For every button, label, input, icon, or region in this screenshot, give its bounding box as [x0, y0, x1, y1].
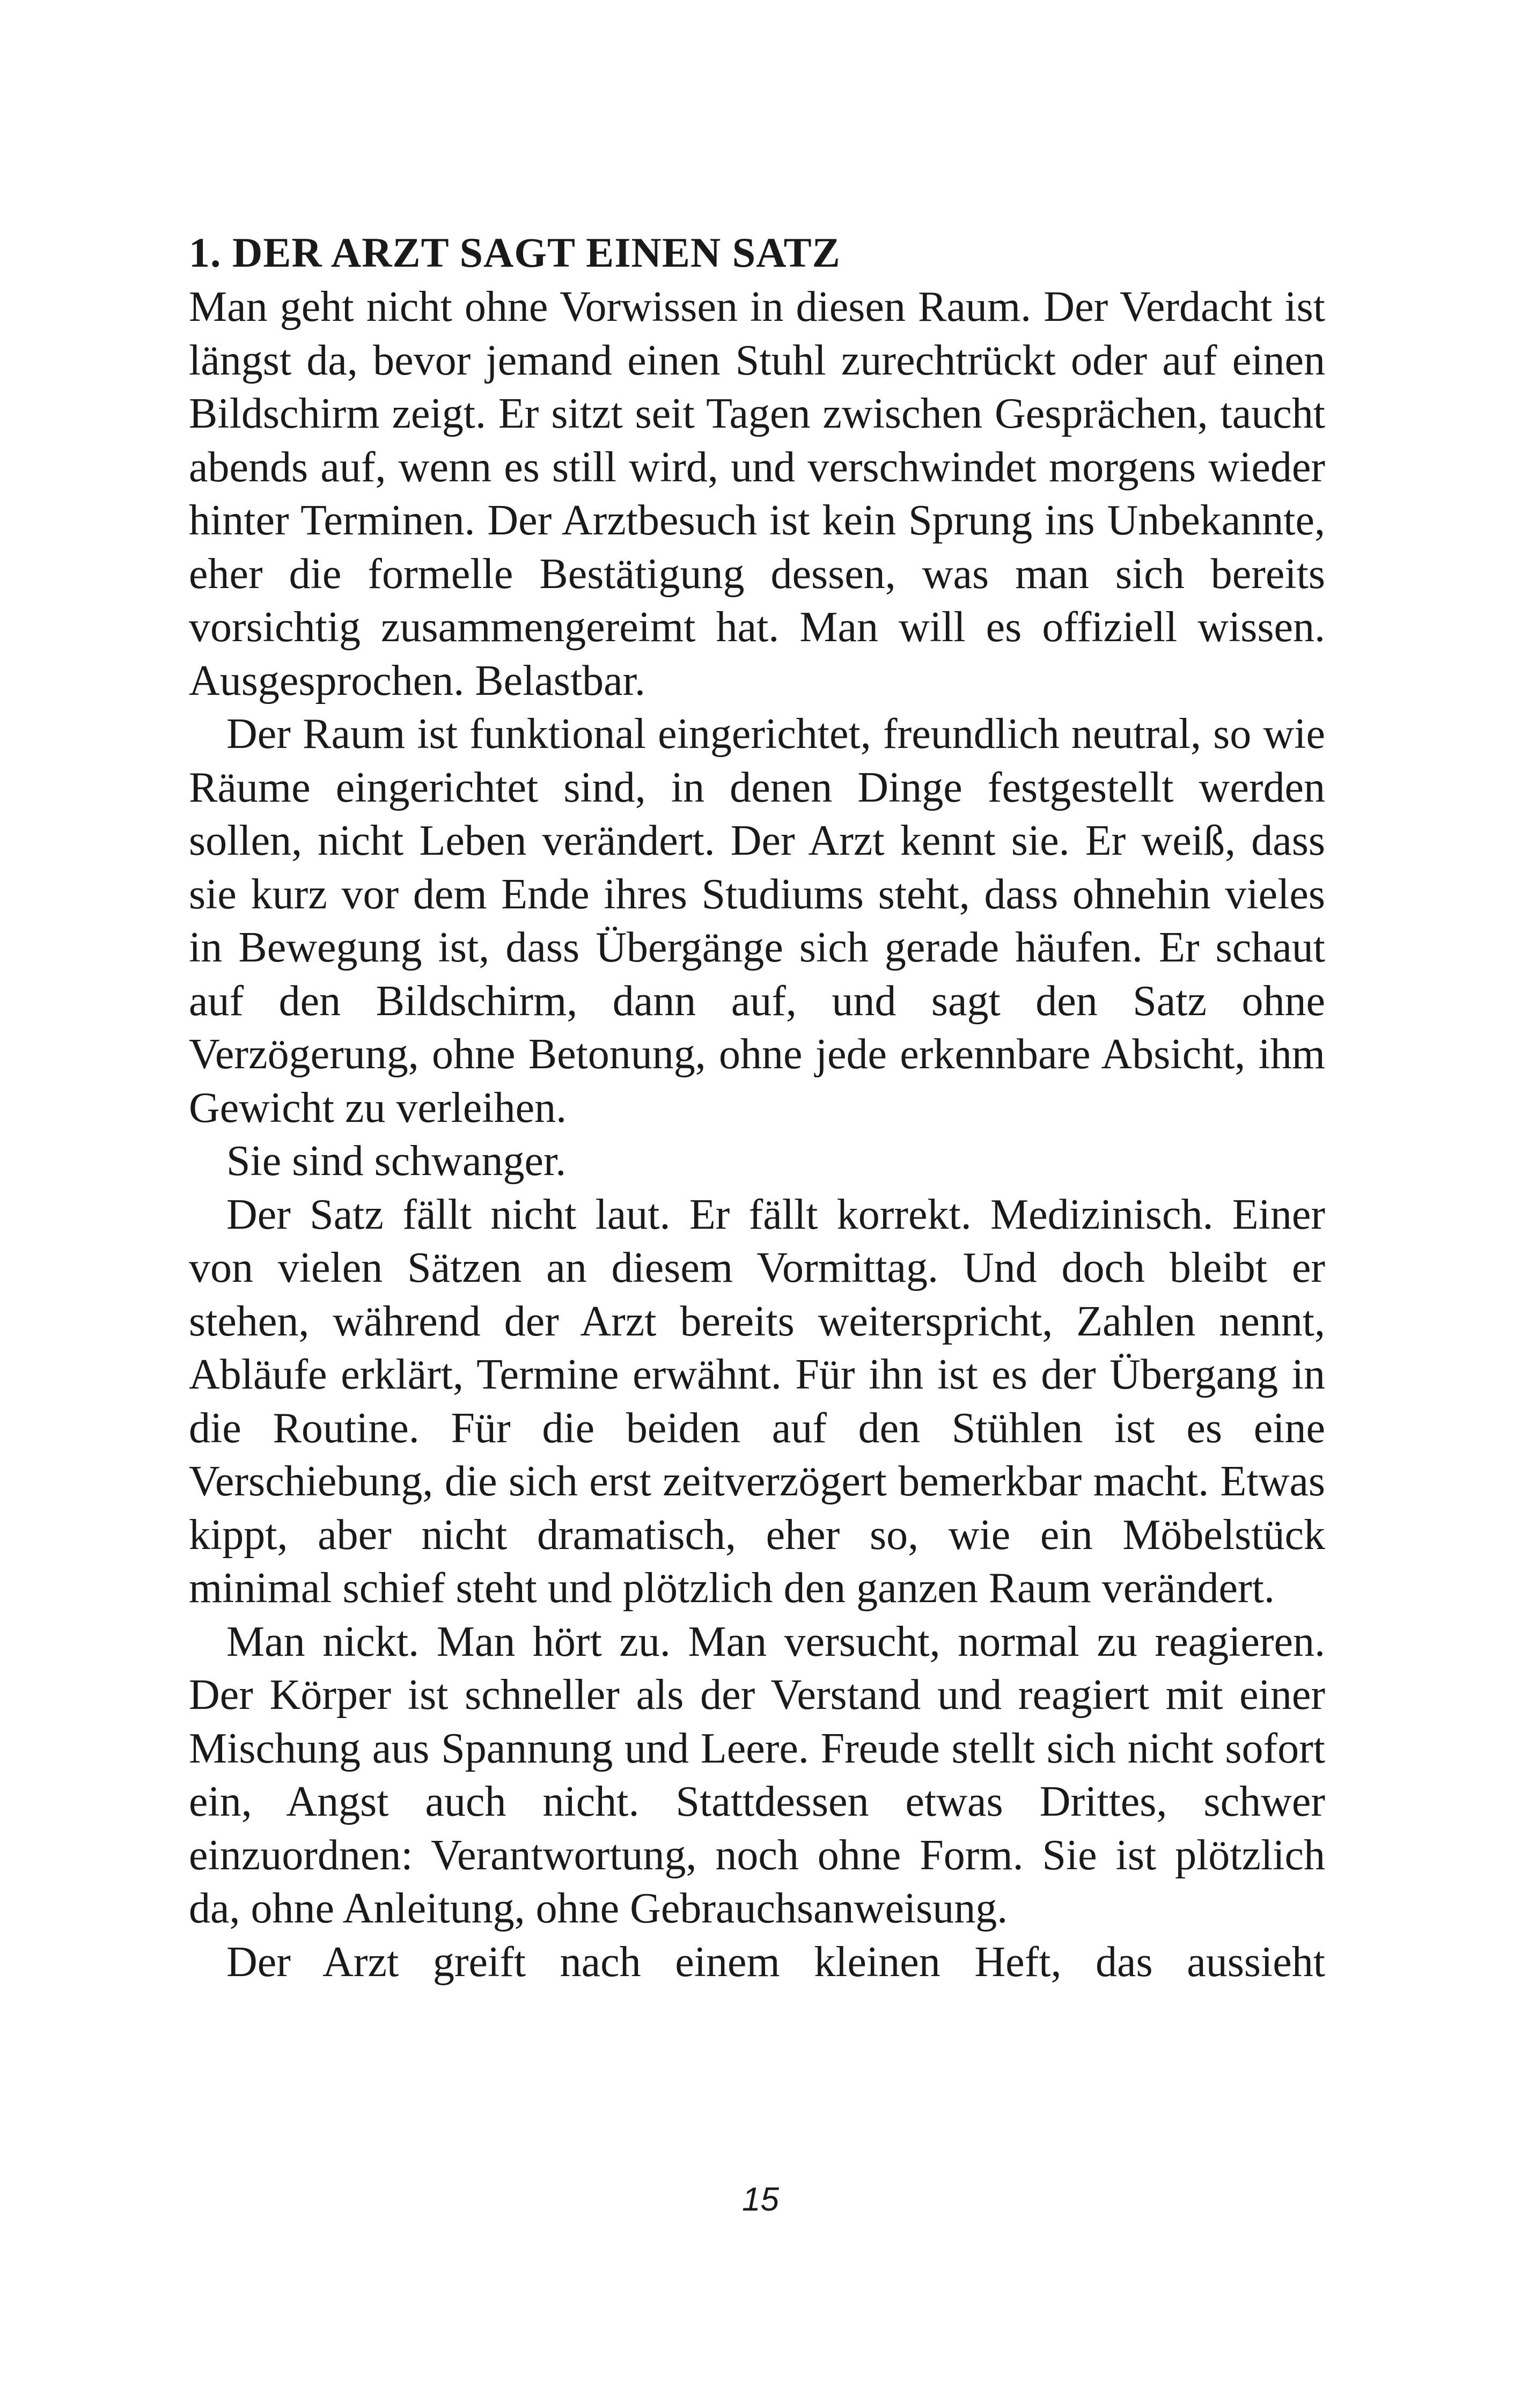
paragraph-6: Der Arzt greift nach einem kleinen Heft, das aussieht — [226, 1938, 1325, 1986]
paragraph-1: Man geht nicht ohne Vorwissen in diesen Raum. Der Verdacht ist längst da, bevor jemand einen Stuhl zurechtrückt oder auf einen Bildschirm zeigt. Er sitzt seit Tagen zwischen Gesprächen, taucht abends auf, wenn es still wird, und verschwindet morgens wieder hinter Terminen. Der Arztbesuch ist kein Sprung ins Unbekannte, eher die formelle Bestätigung dessen, was man sich bereits vorsichtig zusammengereimt hat. Man will es offiziell wissen. Ausgesprochen. Belastbar. — [189, 283, 1325, 704]
paragraph-2: Der Raum ist funktional eingerichtet, freundlich neutral, so wie Räume eingerichtet sind, in denen Dinge festgestellt werden sollen, nicht Leben verändert. Der Arzt kennt sie. Er weiß, dass sie kurz vor dem Ende ihres Studiums steht, dass ohnehin vieles in Bewegung ist, dass Übergänge sich gerade häufen. Er schaut auf den Bildschirm, dann auf, und sagt den Satz ohne Verzögerung, ohne Betonung, ohne jede erkennbare Absicht, ihm Gewicht zu verleihen. — [189, 710, 1325, 1132]
book-page — [189, 224, 1325, 1989]
page-number: 15 — [742, 2181, 779, 2218]
paragraph-4: Der Satz fällt nicht laut. Er fällt korrekt. Medizinisch. Einer von vielen Sätzen an diesem Vormittag. Und doch bleibt er stehen, während der Arzt bereits weiterspricht, Zahlen nennt, Abläufe erklärt, Termine erwähnt. Für ihn ist es der Übergang in die Routine. Für die beiden auf den Stühlen ist es eine Verschiebung, die sich erst zeitverzögert bemerkbar macht. Etwas kippt, aber nicht dramatisch, eher so, wie ein Möbelstück minimal schief steht und plötzlich den ganzen Raum verändert. — [189, 1191, 1325, 1612]
paragraph-3: Sie sind schwanger. — [226, 1137, 567, 1185]
paragraph-5: Man nickt. Man hört zu. Man versucht, normal zu reagieren. Der Körper ist schneller als der Verstand und reagiert mit einer Mischung aus Spannung und Leere. Freude stellt sich nicht sofort ein, Angst auch nicht. Stattdessen etwas Drittes, schwer einzuordnen: Verantwortung, noch ohne Form. Sie ist plötzlich da, ohne Anleitung, ohne Gebrauchsanweisung. — [189, 1618, 1325, 1932]
chapter-heading: 1. DER ARZT SAGT EINEN SATZ — [189, 229, 841, 276]
